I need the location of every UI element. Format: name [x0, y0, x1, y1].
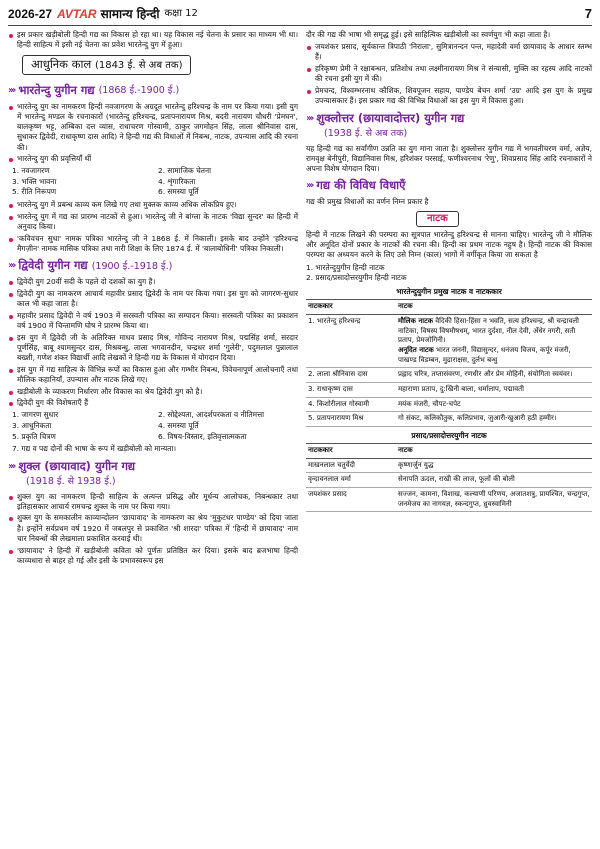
- dwivedi-prav-list: [12, 410, 298, 442]
- table-row: [306, 315, 592, 368]
- bharatendu-prav-label: भारतेन्दु युग की प्रवृत्तियाँ थीं: [8, 154, 298, 164]
- natak-box-title: नाटक: [416, 211, 459, 227]
- right-bullet: प्रेमचन्द, विश्वम्भरनाथ कौशिक, शिवपूजन सहाय, पाण्डेय बेचन शर्मा 'उग्र' आदि इस युग के प्रमुख उपन्यासकार हैं। इस प्रकार गद्य की विभिन्न विधाओं का इस युग में विकास हुआ।: [306, 86, 592, 106]
- dwivedi-bullet: द्विवेदी युग 20वीं सदी के पहले दो दशकों का युग है।: [8, 277, 298, 287]
- right-bullet: हरिकृष्ण प्रेमी ने रक्षाबन्धन, प्रतिशोध तथा लक्ष्मीनारायण मिश्र ने संन्यासी, मुक्ति का रहस्य आदि नाटकों की रचना इसी युग में की।: [306, 64, 592, 84]
- double-chevron-icon: ›››: [8, 84, 15, 96]
- list-item: 3. भक्ति भावना: [12, 176, 57, 186]
- list-item: 2. प्रसाद/प्रसादोत्तरयुगीन हिन्दी नाटक: [306, 272, 407, 282]
- double-chevron-icon: ›››: [306, 180, 313, 192]
- table-cell-author: 1. भारतेन्दु हरिश्चन्द्र: [306, 315, 396, 368]
- table-cell-works: कृष्णार्जुन युद्ध: [396, 458, 592, 473]
- bharatendu-prav-list: [12, 166, 298, 198]
- shuklottar-dates: (1938 ई. से अब तक): [324, 128, 408, 140]
- modern-title-dates: (1843 ई. से अब तक): [94, 59, 183, 71]
- table1-caption: भारतेन्दुयुगीन प्रमुख नाटक व नाटककार: [396, 287, 502, 297]
- natak-classification-list: [306, 263, 592, 283]
- header-divider: [8, 25, 592, 26]
- list-item: 4. समस्या पूर्ति: [158, 420, 199, 430]
- dwivedi-dates: (1900 ई.-1918 ई.): [91, 260, 173, 272]
- shuklottar-title: शुक्लोत्तर (छायावादोत्तर) युगीन गद्य: [316, 110, 465, 125]
- table-cell-works: सेनापति ऊदल, राखी की लाज, फूलों की बोली: [396, 473, 592, 488]
- natak-text: हिन्दी में नाटक लिखने की परम्परा का सूत्रपात भारतेन्दु हरिश्चन्द्र से मानना चाहिए। भारतेन्दु जी ने मौलिक और अनूदित दोनों प्रकार के नाटकों की रचना की। हिन्दी का प्रथम नाटक नहुष है। हिन्दी नाटक की विकास परम्परा का अध्ययन करने के लिए उसे निम्न (काल) भागों में वर्गीकृत किया जा सकता है: [306, 230, 592, 260]
- list-item: 6. विषय-विस्तार, इतिवृत्तात्मकता: [158, 431, 247, 441]
- table-row: [306, 458, 592, 473]
- page-number: 7: [584, 6, 592, 22]
- list-item: 4. शृंगारिकता: [158, 176, 196, 186]
- bharatendu-dates: (1868 ई.-1900 ई.): [98, 85, 180, 97]
- table2-caption: प्रसाद/प्रसादोत्तरयुगीन नाटक: [411, 430, 487, 440]
- table-header: नाटककार: [306, 444, 396, 459]
- table-cell-author: 5. प्रतापनारायण मिश्र: [306, 412, 396, 427]
- dwivedi-heading: [8, 258, 298, 274]
- dwivedi-prav-label: द्विवेदी युग की विशेषताएँ हैं: [8, 398, 298, 408]
- shukla-heading: [8, 459, 298, 475]
- modern-title-text: आधुनिक काल: [31, 56, 92, 71]
- modern-period-title: [22, 55, 191, 75]
- table-row: [306, 382, 592, 397]
- bharatendu-text: भारतेन्दु युग का नामकरण हिन्दी नवजागरण के अग्रदूत भारतेन्दु हरिश्चन्द्र के नाम पर किया गया। इसी युग में भारतेन्दु मण्डल के रचनाकारों (भारतेन्दु हरिश्चन्द्र, प्रतापनारायण मिश्र, बदरी नारायण चौधरी 'प्रेमघन', बालकृष्ण भट्ट, अम्बिका दत्त व्यास, राधाचरण गोस्वामी, ठाकुर जगमोहन सिंह, लाला श्रीनिवास दास, सुधाकर द्विवेदी, राधाकृष्ण दास आदि) ने हिन्दी गद्य की विधाओं में निबन्ध, नाटक, उपन्यास आदि की रचना की।: [8, 102, 298, 153]
- dwivedi-bullet: द्विवेदी युग का नामकरण आचार्य महावीर प्रसाद द्विवेदी के नाम पर किया गया। इस युग को जागरण-सुधार काल भी कहा जाता है।: [8, 289, 298, 309]
- prasad-natak-table: [306, 443, 592, 512]
- list-item: 2. सोद्देश्यता, आदर्शपरकता व नीतिमत्ता: [158, 410, 265, 420]
- table-cell-author: माखनलाल चतुर्वेदी: [306, 458, 396, 473]
- vidha-heading: [306, 178, 592, 194]
- intro-bullet: इस प्रकार खड़ीबोली हिन्दी गद्य का विकास हो रहा था। यह विकास नई चेतना के प्रसार का माध्यम भी था। हिन्दी साहित्य में इसी नई चेतना का प्रवेश भारतेन्दु युग में हुआ।: [8, 30, 298, 50]
- list-item: 5. प्रकृति चित्रण: [12, 431, 56, 441]
- double-chevron-icon: ›››: [8, 260, 15, 272]
- table-header: नाटककार: [306, 300, 396, 315]
- bharatendu-bullet: भारतेन्दु युग में गद्य का प्रारम्भ नाटकों से हुआ। भारतेन्दु जी ने बांग्ला के नाटक 'विद्या सुन्दर' का हिन्दी में अनुवाद किया।: [8, 212, 298, 232]
- dwivedi-bullet: महावीर प्रसाद द्विवेदी ने वर्ष 1903 में सरस्वती पत्रिका का सम्पादन किया। सरस्वती पत्रिका का प्रकाशन वर्ष 1900 में चिन्तामणि घोष ने प्रारम्भ किया था।: [8, 311, 298, 331]
- table-cell-works: प्रह्लाद चरित्र, तप्तासंवरण, रणधीर और प्रेम मोहिनी, संयोगिता स्वयंवर।: [396, 368, 592, 383]
- list-item: 2. सामाजिक चेतना: [158, 165, 211, 175]
- vidha-title: गद्य की विविध विधाएँ: [316, 178, 406, 193]
- shukla-bullet: शुक्ल युग के समकालीन काव्यान्दोलन 'छायावाद' के नामकरण का श्रेय 'मुकुटधर पाण्डेय' को दिया जाता है। इन्होंने सर्वप्रथम वर्ष 1920 में जबलपुर से प्रकाशित 'श्री शारदा' पत्रिका में 'हिन्दी में छायावाद' नाम चार निबन्धों की लेखमाला प्रकाशित करवाई थी।: [8, 513, 298, 544]
- table-cell-works: सज्जन, कामना, विशाख, कल्याणी परिणय, अजातशत्रु, प्रायश्चित, चन्द्रगुप्त, जनमेजय का नागयज्ञ, स्कन्दगुप्त, ध्रुवस्वामिनी: [396, 488, 592, 512]
- dwivedi-bullet: खड़ीबोली के व्याकरण निर्धारण और विकास का श्रेय द्विवेदी युग को है।: [8, 387, 298, 397]
- table-header: नाटक: [396, 444, 592, 459]
- dwivedi-title: द्विवेदी युगीन गद्य: [18, 258, 88, 273]
- shukla-bullet: शुक्ल युग का नामकरण हिन्दी साहित्य के अत्यन्त प्रसिद्ध और मूर्धन्य आलोचक, निबन्धकार तथा इतिहासकार आचार्य रामचन्द्र शुक्ल के नाम पर किया गया।: [8, 492, 298, 512]
- right-column: [306, 30, 592, 512]
- brand-logo: AVTAR: [57, 6, 97, 21]
- table-cell-author: वृन्दावनलाल वर्मा: [306, 473, 396, 488]
- table-row: [306, 473, 592, 488]
- shuklottar-text: यह हिन्दी गद्य का सर्वांगीण उन्नति का युग माना जाता है। शुक्लोत्तर युगीन गद्य में भगवतीचरण वर्मा, अज्ञेय, रामवृक्ष बेनीपुरी, विद्यानिवास मिश्र, हरिशंकर परसाई, फणीश्वरनाथ 'रेणु', शिवप्रसाद सिंह आदि रचनाकारों ने अपना विशेष योगदान दिया।: [306, 143, 592, 173]
- header-class: कक्षा 12: [164, 8, 198, 20]
- table-cell-works: मयंक मंजरी, चौपट-चपेट: [396, 397, 592, 412]
- table-cell-author: 3. राधाकृष्ण दास: [306, 382, 396, 397]
- header-year: 2026-27: [8, 6, 53, 21]
- table-row: [306, 368, 592, 383]
- double-chevron-icon: ›››: [8, 460, 15, 472]
- bharatendu-bullet: भारतेन्दु युग में प्रबन्ध काव्य कम लिखे गए तथा मुक्तक काव्य अधिक लोकप्रिय हुए।: [8, 200, 298, 210]
- bharatendu-heading: [8, 83, 298, 99]
- table-row: [306, 412, 592, 427]
- header-subject: सामान्य हिन्दी: [100, 6, 160, 21]
- bharatendu-title: भारतेन्दु युगीन गद्य: [18, 82, 95, 97]
- list-item: 1. भारतेन्दुयुगीन हिन्दी नाटक: [306, 262, 385, 272]
- continuation-line: दौर की गद्य की भाषा भी समृद्ध हुई। इसे साहित्यिक खड़ीबोली का स्वर्णयुग भी कहा जाता है।: [306, 30, 551, 39]
- shuklottar-heading: [306, 111, 592, 127]
- table-cell-works: महाराणा प्रताप, दु:खिनी बाला, धर्मालाप, पद्मावती: [396, 382, 592, 397]
- table-cell-works: मौलिक नाटक वैदिकी हिंसा-हिंसा न भवति, सत्य हरिश्चन्द्र, श्री चन्द्रावली नाटिका, विषस्य विषमौषधम्, भारत दुर्दशा, नील देवी, अँधेर नगरी, सती प्रताप, प्रेमजोगिनी। अनूदित नाटक भारत जननी, विद्यासुन्दर, धनंजय विजय, कर्पूर मंजरी, पाखण्ड विडम्बन, मुद्राराक्षस, दुर्लभ बन्धु: [396, 315, 592, 368]
- bharatendu-bullet: 'कविवचन सुधा' नामक पत्रिका भारतेन्दु जी ने 1868 ई. में निकाली। इसके बाद उन्होंने 'हरिश्चन्द्र मैगज़ीन' नामक मासिक पत्रिका तथा नारी शिक्षा के लिए 1874 ई. में 'बालाबोधिनी' पत्रिका निकाली।: [8, 234, 298, 254]
- table-header: नाटक: [396, 300, 592, 315]
- vidha-intro: गद्य की प्रमुख विधाओं का वर्णन निम्न प्रकार है: [306, 197, 429, 207]
- table-cell-works: गो संकट, कलिकौतुक, कलिप्रभाव, जुआरी-खुआरी हठी हम्मीर।: [396, 412, 592, 427]
- table-row: [306, 397, 592, 412]
- page-header: [8, 4, 592, 24]
- list-item: 3. आधुनिकता: [12, 420, 52, 430]
- table-row: [306, 488, 592, 512]
- table-cell-author: 2. लाला श्रीनिवास दास: [306, 368, 396, 383]
- shukla-title: शुक्ल (छायावाद) युगीन गद्य: [18, 458, 136, 473]
- right-bullet: जयशंकर प्रसाद, सूर्यकान्त त्रिपाठी 'निराला', सुमित्रानन्दन पन्त, महादेवी वर्मा छायावाद के आधार स्तम्भ हैं।: [306, 42, 592, 62]
- table-cell-author: जयशंकर प्रसाद: [306, 488, 396, 512]
- double-chevron-icon: ›››: [306, 112, 313, 124]
- list-item: 1. जागरण सुधार: [12, 410, 59, 420]
- dwivedi-bullet: इस युग में द्विवेदी जी के अतिरिक्त माधव प्रसाद मिश्र, गोविन्द नारायण मिश्र, पद्मसिंह शर्मा, सरदार पूर्णसिंह, बाबू श्यामसुन्दर दास, मिश्रबन्धु, लाला भगवानदीन, चन्द्रधर शर्मा 'गुलेरी', पदुमलाल पुन्नालाल बख्शी, गणेश शंकर विद्यार्थी आदि लेखकों ने हिन्दी गद्य के विकास में योगदान दिया।: [8, 333, 298, 364]
- bharatendu-natak-table: [306, 299, 592, 427]
- left-column: [8, 30, 298, 568]
- list-item: 1. नवजागरण: [12, 165, 50, 175]
- shukla-dates: (1918 ई. से 1938 ई.): [26, 476, 116, 488]
- list-item: 5. रीति निरूपण: [12, 187, 57, 197]
- shukla-bullet: 'छायावाद' ने हिन्दी में खड़ीबोली कविता को पूर्णतः प्रतिष्ठित कर दिया। इसके बाद ब्रजभाषा हिन्दी काव्यधारा से बाहर हो गई और इसी के प्रभावस्वरूप इस: [8, 546, 298, 566]
- dwivedi-prav-last: 7. गद्य व पद्य दोनों की भाषा के रूप में खड़ीबोली को मान्यता।: [12, 444, 177, 454]
- list-item: 6. समस्या पूर्ति: [158, 187, 199, 197]
- table-cell-author: 4. किशोरीलाल गोस्वामी: [306, 397, 396, 412]
- dwivedi-bullet: इस युग में गद्य साहित्य के विभिन्न रूपों का विकास हुआ और गम्भीर निबन्ध, विवेचनापूर्ण आलोचनाएँ तथा मौलिक कहानियाँ, उपन्यास और नाटक लिखे गए।: [8, 365, 298, 385]
